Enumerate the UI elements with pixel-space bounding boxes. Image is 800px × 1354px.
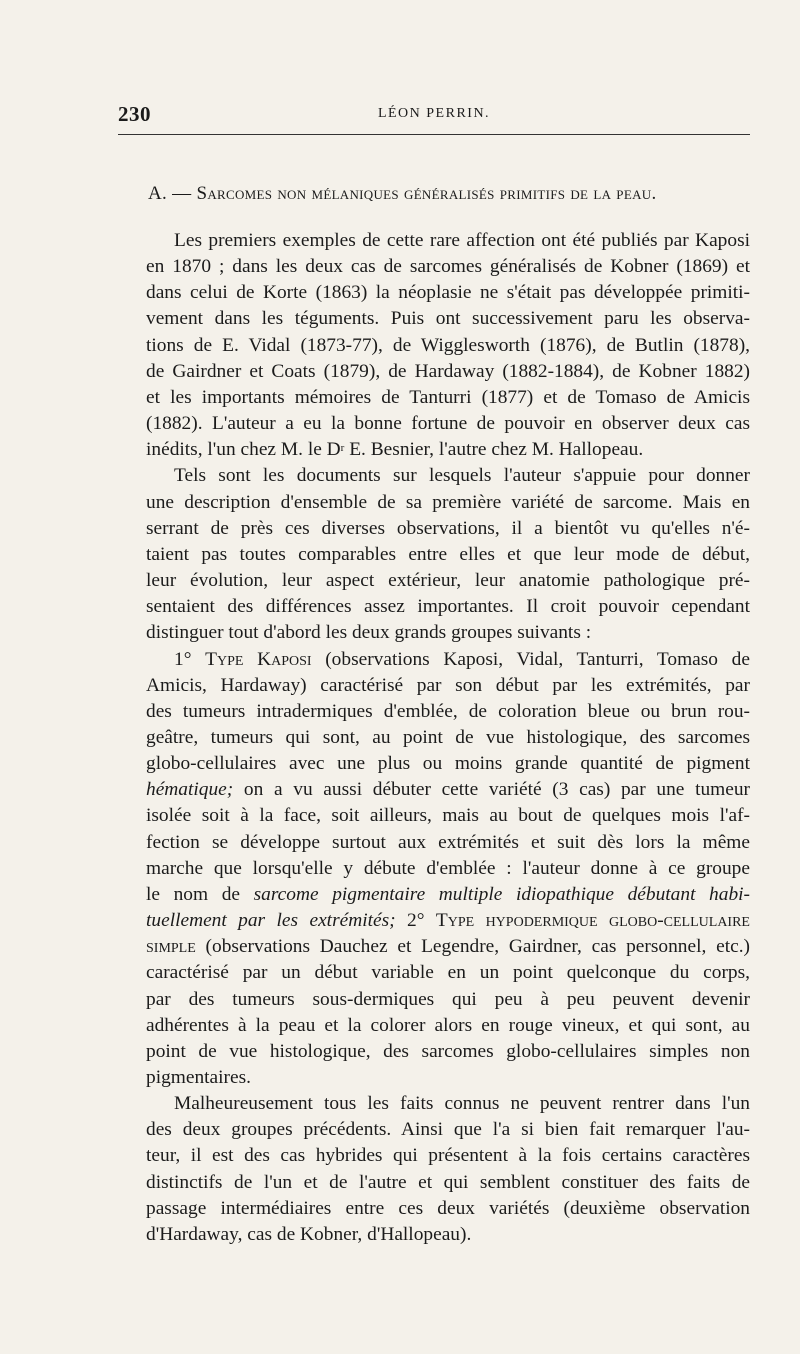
- text-line: Les premiers exemples de cette rare affection ont été publiés par Kaposi: [174, 230, 750, 251]
- italic-term: hématique;: [146, 779, 234, 801]
- text-line: [118, 437, 750, 463]
- text-line: isolée soit à la face, soit ailleurs, mais au bout de quelques mois l'af-: [146, 805, 750, 827]
- text-run: le nom de: [146, 883, 254, 905]
- italic-term: sarcome pigmentaire multiple idiopathique débutant habi-: [253, 883, 750, 905]
- italic-term: tuellement par les extrémités;: [146, 910, 396, 932]
- text-run: 2°: [395, 910, 436, 932]
- text-line: par des tumeurs sous-dermiques qui peu à peu peuvent devenir: [146, 988, 750, 1010]
- text-line: dans celui de Korte (1863) la néoplasie ne s'était pas développée primiti-: [146, 282, 750, 304]
- type-hypodermique-label: Type hypodermique globo-cellulaire: [435, 910, 750, 932]
- text-line: distinctifs de l'un et de l'autre et qui semblent constituer des faits de: [146, 1171, 750, 1193]
- text-line: [118, 777, 750, 803]
- text-line: Tels sont les documents sur lesquels l'auteur s'appuie pour donner: [174, 465, 750, 487]
- text-line: des deux groupes précédents. Ainsi que l'a si bien fait remarquer l'au-: [146, 1119, 750, 1141]
- text-line: leur évolution, leur aspect extérieur, leur anatomie pathologique pré-: [146, 570, 750, 592]
- text-line: distinguer tout d'abord les deux grands groupes suivants :: [146, 622, 592, 644]
- text-line: de Gairdner et Coats (1879), de Hardaway (1882-1884), de Kobner 1882): [146, 360, 750, 382]
- text-line: Malheureusement tous les faits connus ne peuvent rentrer dans l'un: [174, 1093, 750, 1115]
- text-line: Amicis, Hardaway) caractérisé par son début par les extrémités, par: [146, 674, 750, 696]
- text-line: fection se développe surtout aux extrémités et suit dès lors la même: [146, 831, 750, 853]
- text-line: des tumeurs intradermiques d'emblée, de coloration bleue ou brun rou-: [146, 700, 750, 722]
- text-line: sentaient des différences assez importantes. Il croit pouvoir cependant: [146, 596, 750, 618]
- paragraph-3: [118, 647, 750, 1092]
- body-text: [118, 228, 750, 1248]
- text-line: marche que lorsqu'elle y débute d'emblée : l'auteur donne à ce groupe: [146, 857, 750, 879]
- type-kaposi-label: Type Kaposi: [205, 648, 312, 670]
- text-run: E. Besnier, l'autre chez M. Hallopeau.: [344, 439, 644, 461]
- page-number: 230: [118, 102, 151, 126]
- section-label: A. —: [148, 183, 197, 204]
- text-line: d'Hardaway, cas de Kobner, d'Hallopeau).: [146, 1223, 472, 1245]
- text-line: (1882). L'auteur a eu la bonne fortune de pouvoir en observer deux cas: [146, 413, 750, 435]
- section-title: Sarcomes non mélaniques généralisés primitifs de la peau.: [196, 183, 657, 204]
- paragraph-2: [118, 463, 750, 646]
- text-line: globo-cellulaires avec une plus ou moins grande quantité de pigment: [146, 753, 750, 775]
- text-line: [118, 934, 750, 960]
- text-line: pigmentaires.: [146, 1067, 252, 1088]
- text-line: une description d'ensemble de sa première variété de sarcome. Mais en: [146, 491, 750, 513]
- text-line: geâtre, tumeurs qui sont, au point de vue histologique, des sarcomes: [146, 726, 750, 748]
- text-line: tions de E. Vidal (1873-77), de Wigglesworth (1876), de Butlin (1878),: [146, 334, 750, 356]
- section-heading: [148, 183, 657, 205]
- text-run: inédits, l'un chez M. le D: [146, 439, 341, 461]
- type-hypodermique-label: simple: [146, 936, 196, 958]
- text-run: (observations Dauchez et Legendre, Gairdner, cas personnel, etc.): [195, 936, 750, 958]
- paragraph-4: [118, 1091, 750, 1248]
- superscript: r: [340, 442, 345, 455]
- paragraph-1: [118, 228, 750, 463]
- text-line: vement dans les téguments. Puis ont successivement paru les observa-: [146, 308, 750, 330]
- text-line: teur, il est des cas hybrides qui présentent à la fois certains caractères: [146, 1145, 750, 1167]
- text-line: en 1870 ; dans les deux cas de sarcomes généralisés de Kobner (1869) et: [146, 256, 750, 278]
- text-line: et les importants mémoires de Tanturri (1877) et de Tomaso de Amicis: [146, 386, 750, 408]
- header-rule: [118, 134, 750, 135]
- text-run: 1°: [174, 648, 206, 670]
- page-header: [118, 102, 750, 132]
- text-line: [118, 882, 750, 908]
- text-line: point de vue histologique, des sarcomes globo-cellulaires simples non: [146, 1040, 750, 1062]
- text-line: passage intermédiaires entre ces deux variétés (deuxième observation: [146, 1197, 750, 1219]
- text-line: adhérentes à la peau et la colorer alors en rouge vineux, et qui sont, au: [146, 1014, 750, 1036]
- text-line: caractérisé par un début variable en un point quelconque du corps,: [146, 962, 750, 984]
- text-line: [118, 647, 750, 673]
- text-run: (observations Kaposi, Vidal, Tanturri, Tomaso de: [311, 648, 750, 670]
- text-run: on a vu aussi débuter cette variété (3 cas) par une tumeur: [233, 779, 750, 801]
- text-line: [118, 908, 750, 934]
- text-line: serrant de près ces diverses observations, il a bientôt vu qu'elles n'é-: [146, 517, 750, 539]
- text-line: taient pas toutes comparables entre elles et que leur mode de début,: [146, 543, 750, 565]
- running-head: LÉON PERRIN.: [377, 106, 491, 121]
